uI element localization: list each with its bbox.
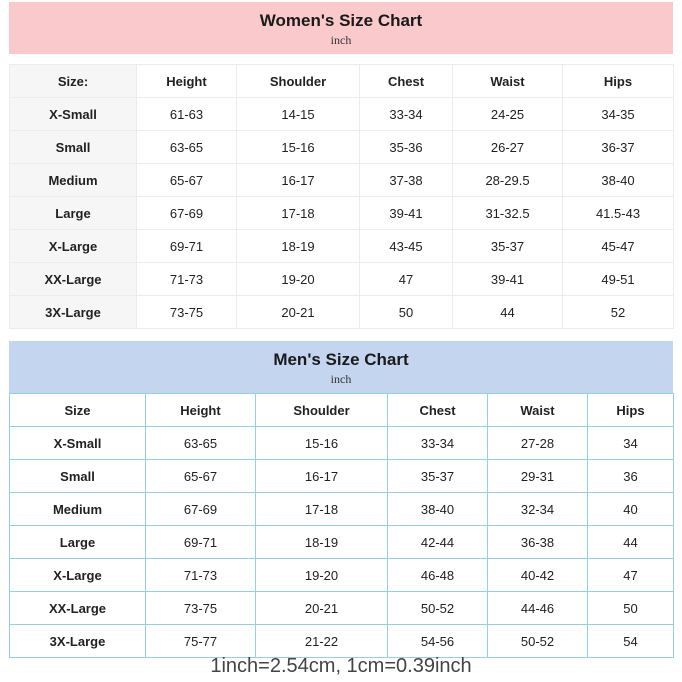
women-column-header: Size: xyxy=(10,65,137,98)
men-measurement-cell: 50-52 xyxy=(488,625,588,658)
men-size-label: 3X-Large xyxy=(10,625,146,658)
men-column-header: Height xyxy=(146,394,256,427)
men-measurement-cell: 42-44 xyxy=(388,526,488,559)
men-measurement-cell: 40 xyxy=(588,493,674,526)
men-measurement-cell: 63-65 xyxy=(146,427,256,460)
women-measurement-cell: 50 xyxy=(360,296,453,329)
women-measurement-cell: 63-65 xyxy=(137,131,237,164)
men-size-chart xyxy=(9,341,673,658)
women-measurement-cell: 43-45 xyxy=(360,230,453,263)
women-chart-unit: inch xyxy=(330,33,352,47)
conversion-note: 1inch=2.54cm, 1cm=0.39inch xyxy=(210,655,472,677)
men-measurement-cell: 46-48 xyxy=(388,559,488,592)
women-column-header: Height xyxy=(137,65,237,98)
women-measurement-cell: 69-71 xyxy=(137,230,237,263)
women-column-header: Shoulder xyxy=(237,65,360,98)
men-size-label: Medium xyxy=(10,493,146,526)
men-measurement-cell: 44-46 xyxy=(488,592,588,625)
women-table-row xyxy=(10,296,674,329)
women-size-chart xyxy=(9,2,673,329)
men-size-label: Small xyxy=(10,460,146,493)
women-measurement-cell: 28-29.5 xyxy=(453,164,563,197)
men-table-row xyxy=(10,625,674,658)
women-measurement-cell: 47 xyxy=(360,263,453,296)
men-measurement-cell: 75-77 xyxy=(146,625,256,658)
women-measurement-cell: 31-32.5 xyxy=(453,197,563,230)
men-measurement-cell: 21-22 xyxy=(256,625,388,658)
men-measurement-cell: 54 xyxy=(588,625,674,658)
women-measurement-cell: 33-34 xyxy=(360,98,453,131)
women-size-label: Small xyxy=(10,131,137,164)
men-chart-banner xyxy=(9,341,673,393)
women-table-row xyxy=(10,98,674,131)
men-measurement-cell: 32-34 xyxy=(488,493,588,526)
men-measurement-cell: 34 xyxy=(588,427,674,460)
men-measurement-cell: 36-38 xyxy=(488,526,588,559)
men-measurement-cell: 19-20 xyxy=(256,559,388,592)
men-column-header: Chest xyxy=(388,394,488,427)
men-table-row xyxy=(10,493,674,526)
women-measurement-cell: 38-40 xyxy=(563,164,674,197)
women-measurement-cell: 61-63 xyxy=(137,98,237,131)
women-table-row xyxy=(10,131,674,164)
women-measurement-cell: 35-36 xyxy=(360,131,453,164)
men-table-row xyxy=(10,559,674,592)
women-size-table xyxy=(9,64,674,329)
women-column-header: Hips xyxy=(563,65,674,98)
women-measurement-cell: 17-18 xyxy=(237,197,360,230)
women-size-label: XX-Large xyxy=(10,263,137,296)
men-size-table xyxy=(9,393,674,658)
women-measurement-cell: 41.5-43 xyxy=(563,197,674,230)
men-chart-unit: inch xyxy=(330,372,352,386)
men-measurement-cell: 65-67 xyxy=(146,460,256,493)
men-measurement-cell: 33-34 xyxy=(388,427,488,460)
men-column-header: Size xyxy=(10,394,146,427)
men-measurement-cell: 27-28 xyxy=(488,427,588,460)
men-measurement-cell: 67-69 xyxy=(146,493,256,526)
women-measurement-cell: 24-25 xyxy=(453,98,563,131)
men-measurement-cell: 38-40 xyxy=(388,493,488,526)
women-measurement-cell: 19-20 xyxy=(237,263,360,296)
men-measurement-cell: 54-56 xyxy=(388,625,488,658)
men-measurement-cell: 71-73 xyxy=(146,559,256,592)
men-column-header: Hips xyxy=(588,394,674,427)
men-table-row xyxy=(10,526,674,559)
women-measurement-cell: 39-41 xyxy=(360,197,453,230)
women-measurement-cell: 36-37 xyxy=(563,131,674,164)
men-measurement-cell: 16-17 xyxy=(256,460,388,493)
women-measurement-cell: 37-38 xyxy=(360,164,453,197)
men-table-row xyxy=(10,592,674,625)
women-header-row xyxy=(10,65,674,98)
men-measurement-cell: 17-18 xyxy=(256,493,388,526)
men-measurement-cell: 15-16 xyxy=(256,427,388,460)
women-measurement-cell: 44 xyxy=(453,296,563,329)
men-measurement-cell: 47 xyxy=(588,559,674,592)
men-column-header: Waist xyxy=(488,394,588,427)
men-column-header: Shoulder xyxy=(256,394,388,427)
women-measurement-cell: 52 xyxy=(563,296,674,329)
men-size-label: X-Small xyxy=(10,427,146,460)
men-size-label: X-Large xyxy=(10,559,146,592)
women-measurement-cell: 35-37 xyxy=(453,230,563,263)
men-measurement-cell: 69-71 xyxy=(146,526,256,559)
women-measurement-cell: 73-75 xyxy=(137,296,237,329)
women-size-label: Large xyxy=(10,197,137,230)
women-size-label: X-Small xyxy=(10,98,137,131)
men-measurement-cell: 36 xyxy=(588,460,674,493)
men-measurement-cell: 29-31 xyxy=(488,460,588,493)
women-size-label: X-Large xyxy=(10,230,137,263)
men-measurement-cell: 50 xyxy=(588,592,674,625)
women-measurement-cell: 15-16 xyxy=(237,131,360,164)
women-measurement-cell: 26-27 xyxy=(453,131,563,164)
women-measurement-cell: 39-41 xyxy=(453,263,563,296)
women-chart-banner xyxy=(9,2,673,54)
women-measurement-cell: 49-51 xyxy=(563,263,674,296)
men-measurement-cell: 35-37 xyxy=(388,460,488,493)
women-table-row xyxy=(10,164,674,197)
women-measurement-cell: 20-21 xyxy=(237,296,360,329)
women-size-label: Medium xyxy=(10,164,137,197)
men-chart-title: Men's Size Chart xyxy=(273,350,409,369)
women-size-label: 3X-Large xyxy=(10,296,137,329)
women-measurement-cell: 45-47 xyxy=(563,230,674,263)
men-size-label: XX-Large xyxy=(10,592,146,625)
women-table-row xyxy=(10,197,674,230)
men-measurement-cell: 20-21 xyxy=(256,592,388,625)
women-measurement-cell: 34-35 xyxy=(563,98,674,131)
women-table-row xyxy=(10,230,674,263)
men-table-row xyxy=(10,460,674,493)
men-measurement-cell: 18-19 xyxy=(256,526,388,559)
men-header-row xyxy=(10,394,674,427)
women-measurement-cell: 14-15 xyxy=(237,98,360,131)
men-size-label: Large xyxy=(10,526,146,559)
women-column-header: Waist xyxy=(453,65,563,98)
men-measurement-cell: 44 xyxy=(588,526,674,559)
women-table-row xyxy=(10,263,674,296)
women-measurement-cell: 71-73 xyxy=(137,263,237,296)
women-measurement-cell: 65-67 xyxy=(137,164,237,197)
men-table-row xyxy=(10,427,674,460)
women-column-header: Chest xyxy=(360,65,453,98)
men-measurement-cell: 40-42 xyxy=(488,559,588,592)
women-measurement-cell: 67-69 xyxy=(137,197,237,230)
men-measurement-cell: 73-75 xyxy=(146,592,256,625)
women-measurement-cell: 16-17 xyxy=(237,164,360,197)
men-measurement-cell: 50-52 xyxy=(388,592,488,625)
women-chart-title: Women's Size Chart xyxy=(259,11,423,30)
women-measurement-cell: 18-19 xyxy=(237,230,360,263)
